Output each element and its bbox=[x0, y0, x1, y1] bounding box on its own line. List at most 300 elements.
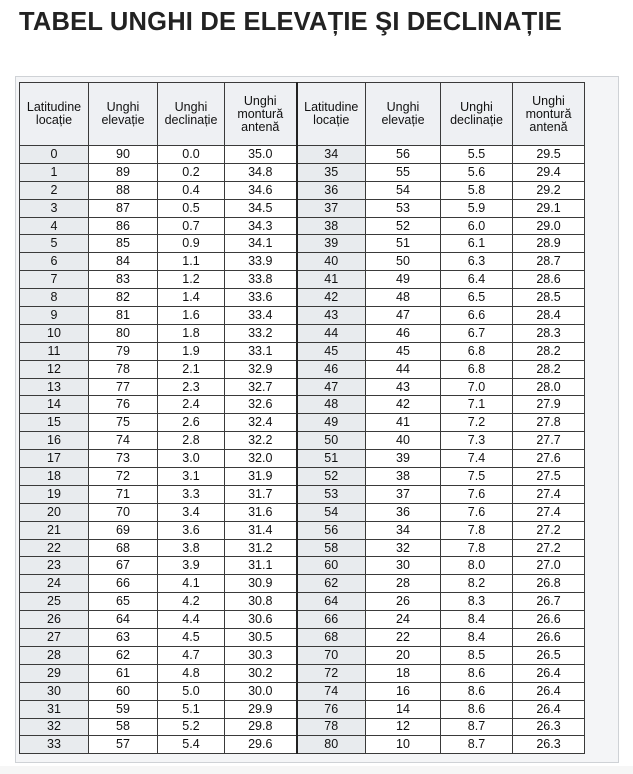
cell-mount-angle-left: 32.4 bbox=[225, 414, 297, 432]
cell-mount-angle-left: 30.8 bbox=[225, 593, 297, 611]
cell-declination-right: 7.5 bbox=[441, 468, 513, 486]
cell-latitude-left: 31 bbox=[20, 700, 89, 718]
cell-mount-angle-right: 27.9 bbox=[513, 396, 585, 414]
cell-declination-left: 0.5 bbox=[158, 199, 225, 217]
cell-latitude-left: 29 bbox=[20, 664, 89, 682]
cell-elevation-left: 87 bbox=[89, 199, 158, 217]
cell-latitude-right: 48 bbox=[297, 396, 366, 414]
cell-mount-angle-left: 35.0 bbox=[225, 146, 297, 164]
table-row bbox=[20, 682, 585, 700]
cell-declination-left: 5.0 bbox=[158, 682, 225, 700]
cell-mount-angle-left: 34.3 bbox=[225, 217, 297, 235]
cell-declination-right: 5.8 bbox=[441, 181, 513, 199]
header-declination-left: Unghi declinație bbox=[158, 83, 225, 146]
cell-declination-right: 5.5 bbox=[441, 146, 513, 164]
cell-declination-left: 0.0 bbox=[158, 146, 225, 164]
cell-latitude-right: 47 bbox=[297, 378, 366, 396]
cell-latitude-left: 27 bbox=[20, 629, 89, 647]
header-elevation-left: Unghi elevație bbox=[89, 83, 158, 146]
cell-mount-angle-right: 28.3 bbox=[513, 324, 585, 342]
cell-latitude-left: 24 bbox=[20, 575, 89, 593]
table-row bbox=[20, 146, 585, 164]
table-row bbox=[20, 378, 585, 396]
cell-declination-right: 6.7 bbox=[441, 324, 513, 342]
cell-declination-right: 8.4 bbox=[441, 629, 513, 647]
cell-declination-left: 0.4 bbox=[158, 181, 225, 199]
cell-latitude-right: 46 bbox=[297, 360, 366, 378]
cell-mount-angle-left: 29.6 bbox=[225, 736, 297, 754]
cell-latitude-right: 66 bbox=[297, 611, 366, 629]
header-elevation-right: Unghi elevație bbox=[366, 83, 441, 146]
cell-mount-angle-left: 30.5 bbox=[225, 629, 297, 647]
cell-declination-right: 8.7 bbox=[441, 718, 513, 736]
cell-declination-left: 3.8 bbox=[158, 539, 225, 557]
cell-mount-angle-right: 28.4 bbox=[513, 307, 585, 325]
cell-latitude-right: 43 bbox=[297, 307, 366, 325]
table-row bbox=[20, 557, 585, 575]
cell-elevation-left: 79 bbox=[89, 342, 158, 360]
header-latitude-left: Latitudine locație bbox=[20, 83, 89, 146]
cell-mount-angle-right: 28.2 bbox=[513, 342, 585, 360]
cell-latitude-right: 56 bbox=[297, 521, 366, 539]
cell-mount-angle-right: 27.2 bbox=[513, 539, 585, 557]
cell-elevation-left: 74 bbox=[89, 432, 158, 450]
cell-elevation-right: 53 bbox=[366, 199, 441, 217]
cell-mount-angle-right: 29.0 bbox=[513, 217, 585, 235]
cell-mount-angle-left: 29.9 bbox=[225, 700, 297, 718]
cell-latitude-right: 68 bbox=[297, 629, 366, 647]
cell-latitude-left: 16 bbox=[20, 432, 89, 450]
cell-mount-angle-left: 33.9 bbox=[225, 253, 297, 271]
cell-latitude-right: 45 bbox=[297, 342, 366, 360]
cell-elevation-right: 47 bbox=[366, 307, 441, 325]
cell-declination-left: 3.1 bbox=[158, 468, 225, 486]
cell-latitude-left: 3 bbox=[20, 199, 89, 217]
cell-elevation-right: 20 bbox=[366, 646, 441, 664]
cell-elevation-right: 18 bbox=[366, 664, 441, 682]
cell-latitude-left: 2 bbox=[20, 181, 89, 199]
header-latitude-right: Latitudine locație bbox=[297, 83, 366, 146]
cell-declination-left: 2.8 bbox=[158, 432, 225, 450]
cell-elevation-left: 85 bbox=[89, 235, 158, 253]
cell-declination-right: 5.6 bbox=[441, 163, 513, 181]
cell-latitude-right: 80 bbox=[297, 736, 366, 754]
cell-latitude-right: 34 bbox=[297, 146, 366, 164]
table-row bbox=[20, 396, 585, 414]
cell-mount-angle-left: 31.4 bbox=[225, 521, 297, 539]
cell-declination-left: 5.2 bbox=[158, 718, 225, 736]
cell-mount-angle-right: 27.8 bbox=[513, 414, 585, 432]
cell-latitude-left: 10 bbox=[20, 324, 89, 342]
cell-declination-right: 8.2 bbox=[441, 575, 513, 593]
cell-declination-left: 2.4 bbox=[158, 396, 225, 414]
cell-latitude-right: 76 bbox=[297, 700, 366, 718]
cell-elevation-left: 88 bbox=[89, 181, 158, 199]
cell-mount-angle-right: 29.4 bbox=[513, 163, 585, 181]
table-row bbox=[20, 235, 585, 253]
cell-latitude-left: 23 bbox=[20, 557, 89, 575]
table-row bbox=[20, 593, 585, 611]
cell-elevation-right: 30 bbox=[366, 557, 441, 575]
cell-mount-angle-left: 34.8 bbox=[225, 163, 297, 181]
table-row bbox=[20, 217, 585, 235]
cell-mount-angle-right: 27.4 bbox=[513, 503, 585, 521]
cell-elevation-left: 90 bbox=[89, 146, 158, 164]
cell-declination-right: 6.8 bbox=[441, 342, 513, 360]
table-row bbox=[20, 253, 585, 271]
cell-declination-right: 8.6 bbox=[441, 664, 513, 682]
cell-declination-left: 1.4 bbox=[158, 289, 225, 307]
cell-mount-angle-right: 26.3 bbox=[513, 718, 585, 736]
cell-elevation-right: 50 bbox=[366, 253, 441, 271]
cell-mount-angle-left: 30.0 bbox=[225, 682, 297, 700]
cell-latitude-right: 35 bbox=[297, 163, 366, 181]
cell-latitude-right: 41 bbox=[297, 271, 366, 289]
cell-declination-left: 5.1 bbox=[158, 700, 225, 718]
cell-mount-angle-left: 30.3 bbox=[225, 646, 297, 664]
cell-mount-angle-right: 27.4 bbox=[513, 485, 585, 503]
cell-elevation-right: 46 bbox=[366, 324, 441, 342]
cell-declination-left: 1.6 bbox=[158, 307, 225, 325]
cell-elevation-right: 37 bbox=[366, 485, 441, 503]
cell-latitude-right: 58 bbox=[297, 539, 366, 557]
cell-declination-left: 4.1 bbox=[158, 575, 225, 593]
cell-declination-left: 2.3 bbox=[158, 378, 225, 396]
cell-mount-angle-left: 29.8 bbox=[225, 718, 297, 736]
table-row bbox=[20, 539, 585, 557]
cell-mount-angle-left: 31.9 bbox=[225, 468, 297, 486]
cell-mount-angle-left: 33.1 bbox=[225, 342, 297, 360]
cell-mount-angle-right: 26.5 bbox=[513, 646, 585, 664]
cell-mount-angle-left: 33.6 bbox=[225, 289, 297, 307]
cell-declination-right: 8.3 bbox=[441, 593, 513, 611]
cell-mount-angle-right: 26.7 bbox=[513, 593, 585, 611]
table-row bbox=[20, 575, 585, 593]
table-row bbox=[20, 307, 585, 325]
elevation-declination-table bbox=[19, 82, 585, 754]
cell-latitude-left: 18 bbox=[20, 468, 89, 486]
cell-declination-left: 4.2 bbox=[158, 593, 225, 611]
cell-latitude-left: 19 bbox=[20, 485, 89, 503]
cell-elevation-right: 10 bbox=[366, 736, 441, 754]
cell-declination-right: 8.5 bbox=[441, 646, 513, 664]
cell-latitude-left: 7 bbox=[20, 271, 89, 289]
table-row bbox=[20, 450, 585, 468]
cell-latitude-left: 11 bbox=[20, 342, 89, 360]
cell-mount-angle-right: 27.7 bbox=[513, 432, 585, 450]
table-row bbox=[20, 718, 585, 736]
cell-latitude-left: 26 bbox=[20, 611, 89, 629]
cell-declination-right: 6.0 bbox=[441, 217, 513, 235]
cell-declination-left: 4.8 bbox=[158, 664, 225, 682]
cell-declination-right: 6.1 bbox=[441, 235, 513, 253]
table-row bbox=[20, 163, 585, 181]
cell-declination-left: 0.2 bbox=[158, 163, 225, 181]
cell-mount-angle-left: 30.6 bbox=[225, 611, 297, 629]
cell-declination-left: 0.7 bbox=[158, 217, 225, 235]
table-row bbox=[20, 342, 585, 360]
table-row bbox=[20, 700, 585, 718]
cell-elevation-right: 26 bbox=[366, 593, 441, 611]
cell-elevation-right: 42 bbox=[366, 396, 441, 414]
cell-elevation-left: 89 bbox=[89, 163, 158, 181]
cell-mount-angle-right: 27.0 bbox=[513, 557, 585, 575]
cell-declination-right: 7.1 bbox=[441, 396, 513, 414]
cell-declination-left: 5.4 bbox=[158, 736, 225, 754]
cell-declination-left: 1.9 bbox=[158, 342, 225, 360]
cell-elevation-right: 43 bbox=[366, 378, 441, 396]
cell-elevation-left: 81 bbox=[89, 307, 158, 325]
cell-mount-angle-left: 34.5 bbox=[225, 199, 297, 217]
cell-mount-angle-right: 29.1 bbox=[513, 199, 585, 217]
cell-latitude-right: 38 bbox=[297, 217, 366, 235]
cell-latitude-right: 37 bbox=[297, 199, 366, 217]
cell-latitude-left: 5 bbox=[20, 235, 89, 253]
cell-mount-angle-right: 26.6 bbox=[513, 611, 585, 629]
cell-declination-right: 6.5 bbox=[441, 289, 513, 307]
cell-latitude-right: 60 bbox=[297, 557, 366, 575]
cell-elevation-left: 67 bbox=[89, 557, 158, 575]
table-row bbox=[20, 521, 585, 539]
cell-mount-angle-right: 28.2 bbox=[513, 360, 585, 378]
cell-declination-right: 5.9 bbox=[441, 199, 513, 217]
cell-latitude-left: 17 bbox=[20, 450, 89, 468]
cell-mount-angle-left: 32.0 bbox=[225, 450, 297, 468]
table-row bbox=[20, 414, 585, 432]
cell-latitude-right: 44 bbox=[297, 324, 366, 342]
cell-elevation-left: 86 bbox=[89, 217, 158, 235]
table-row bbox=[20, 468, 585, 486]
cell-elevation-left: 78 bbox=[89, 360, 158, 378]
cell-mount-angle-right: 26.6 bbox=[513, 629, 585, 647]
table-header-row bbox=[20, 83, 585, 146]
cell-elevation-right: 40 bbox=[366, 432, 441, 450]
cell-declination-left: 4.4 bbox=[158, 611, 225, 629]
cell-declination-right: 7.6 bbox=[441, 503, 513, 521]
cell-mount-angle-right: 26.4 bbox=[513, 664, 585, 682]
cell-latitude-left: 6 bbox=[20, 253, 89, 271]
cell-mount-angle-left: 33.8 bbox=[225, 271, 297, 289]
cell-mount-angle-left: 34.6 bbox=[225, 181, 297, 199]
header-mount-angle-left: Unghi montură antenă bbox=[225, 83, 297, 146]
cell-elevation-right: 39 bbox=[366, 450, 441, 468]
cell-latitude-right: 78 bbox=[297, 718, 366, 736]
cell-elevation-left: 75 bbox=[89, 414, 158, 432]
cell-latitude-left: 9 bbox=[20, 307, 89, 325]
cell-elevation-left: 63 bbox=[89, 629, 158, 647]
cell-latitude-left: 22 bbox=[20, 539, 89, 557]
cell-latitude-right: 53 bbox=[297, 485, 366, 503]
table-row bbox=[20, 199, 585, 217]
page-bottom-edge bbox=[0, 766, 633, 774]
cell-mount-angle-right: 28.0 bbox=[513, 378, 585, 396]
table-row bbox=[20, 736, 585, 754]
cell-elevation-left: 65 bbox=[89, 593, 158, 611]
cell-mount-angle-right: 29.5 bbox=[513, 146, 585, 164]
cell-elevation-right: 16 bbox=[366, 682, 441, 700]
cell-declination-left: 2.6 bbox=[158, 414, 225, 432]
cell-declination-right: 6.8 bbox=[441, 360, 513, 378]
cell-elevation-right: 24 bbox=[366, 611, 441, 629]
table-row bbox=[20, 629, 585, 647]
cell-mount-angle-left: 33.2 bbox=[225, 324, 297, 342]
cell-latitude-left: 21 bbox=[20, 521, 89, 539]
cell-elevation-right: 34 bbox=[366, 521, 441, 539]
cell-mount-angle-right: 28.7 bbox=[513, 253, 585, 271]
cell-declination-right: 7.8 bbox=[441, 539, 513, 557]
cell-elevation-left: 57 bbox=[89, 736, 158, 754]
cell-elevation-right: 49 bbox=[366, 271, 441, 289]
table-row bbox=[20, 611, 585, 629]
cell-declination-right: 6.4 bbox=[441, 271, 513, 289]
cell-declination-right: 7.3 bbox=[441, 432, 513, 450]
cell-elevation-left: 58 bbox=[89, 718, 158, 736]
cell-elevation-right: 14 bbox=[366, 700, 441, 718]
cell-elevation-right: 54 bbox=[366, 181, 441, 199]
cell-declination-left: 0.9 bbox=[158, 235, 225, 253]
cell-mount-angle-right: 27.6 bbox=[513, 450, 585, 468]
cell-declination-left: 3.6 bbox=[158, 521, 225, 539]
cell-mount-angle-left: 32.9 bbox=[225, 360, 297, 378]
table-row bbox=[20, 289, 585, 307]
cell-elevation-left: 72 bbox=[89, 468, 158, 486]
cell-latitude-right: 36 bbox=[297, 181, 366, 199]
header-mount-angle-right: Unghi montură antenă bbox=[513, 83, 585, 146]
cell-declination-left: 1.1 bbox=[158, 253, 225, 271]
cell-mount-angle-right: 27.5 bbox=[513, 468, 585, 486]
cell-latitude-left: 25 bbox=[20, 593, 89, 611]
cell-mount-angle-right: 28.9 bbox=[513, 235, 585, 253]
cell-elevation-right: 44 bbox=[366, 360, 441, 378]
cell-mount-angle-left: 30.2 bbox=[225, 664, 297, 682]
cell-elevation-right: 55 bbox=[366, 163, 441, 181]
cell-declination-right: 6.6 bbox=[441, 307, 513, 325]
cell-declination-left: 1.2 bbox=[158, 271, 225, 289]
table-row bbox=[20, 485, 585, 503]
cell-elevation-left: 83 bbox=[89, 271, 158, 289]
cell-mount-angle-right: 26.4 bbox=[513, 682, 585, 700]
cell-elevation-left: 62 bbox=[89, 646, 158, 664]
cell-declination-right: 6.3 bbox=[441, 253, 513, 271]
cell-latitude-left: 14 bbox=[20, 396, 89, 414]
cell-latitude-right: 40 bbox=[297, 253, 366, 271]
cell-elevation-right: 48 bbox=[366, 289, 441, 307]
table-row bbox=[20, 271, 585, 289]
cell-elevation-left: 68 bbox=[89, 539, 158, 557]
cell-elevation-right: 41 bbox=[366, 414, 441, 432]
cell-elevation-right: 56 bbox=[366, 146, 441, 164]
cell-latitude-right: 62 bbox=[297, 575, 366, 593]
cell-elevation-left: 82 bbox=[89, 289, 158, 307]
table-row bbox=[20, 360, 585, 378]
cell-mount-angle-right: 27.2 bbox=[513, 521, 585, 539]
cell-mount-angle-left: 31.7 bbox=[225, 485, 297, 503]
cell-mount-angle-right: 29.2 bbox=[513, 181, 585, 199]
cell-latitude-left: 8 bbox=[20, 289, 89, 307]
cell-elevation-right: 51 bbox=[366, 235, 441, 253]
cell-elevation-right: 12 bbox=[366, 718, 441, 736]
cell-elevation-right: 32 bbox=[366, 539, 441, 557]
cell-declination-left: 3.9 bbox=[158, 557, 225, 575]
table-row bbox=[20, 181, 585, 199]
cell-elevation-right: 36 bbox=[366, 503, 441, 521]
cell-declination-right: 7.6 bbox=[441, 485, 513, 503]
table-row bbox=[20, 503, 585, 521]
cell-elevation-left: 64 bbox=[89, 611, 158, 629]
cell-latitude-left: 30 bbox=[20, 682, 89, 700]
cell-elevation-right: 38 bbox=[366, 468, 441, 486]
cell-declination-left: 4.7 bbox=[158, 646, 225, 664]
cell-latitude-right: 54 bbox=[297, 503, 366, 521]
cell-mount-angle-left: 34.1 bbox=[225, 235, 297, 253]
cell-elevation-right: 28 bbox=[366, 575, 441, 593]
page-title: TABEL UNGHI DE ELEVAȚIE ŞI DECLINAȚIE bbox=[19, 8, 562, 36]
cell-latitude-left: 32 bbox=[20, 718, 89, 736]
cell-latitude-left: 0 bbox=[20, 146, 89, 164]
cell-latitude-left: 15 bbox=[20, 414, 89, 432]
cell-declination-left: 4.5 bbox=[158, 629, 225, 647]
cell-mount-angle-left: 32.2 bbox=[225, 432, 297, 450]
cell-declination-right: 7.8 bbox=[441, 521, 513, 539]
cell-mount-angle-right: 26.8 bbox=[513, 575, 585, 593]
cell-elevation-left: 80 bbox=[89, 324, 158, 342]
cell-latitude-right: 49 bbox=[297, 414, 366, 432]
cell-latitude-right: 42 bbox=[297, 289, 366, 307]
cell-elevation-left: 76 bbox=[89, 396, 158, 414]
table-body bbox=[20, 146, 585, 754]
header-declination-right: Unghi declinație bbox=[441, 83, 513, 146]
cell-mount-angle-right: 28.5 bbox=[513, 289, 585, 307]
cell-declination-right: 8.7 bbox=[441, 736, 513, 754]
cell-elevation-left: 71 bbox=[89, 485, 158, 503]
table-row bbox=[20, 324, 585, 342]
cell-declination-right: 8.6 bbox=[441, 700, 513, 718]
cell-latitude-left: 20 bbox=[20, 503, 89, 521]
cell-declination-right: 7.0 bbox=[441, 378, 513, 396]
cell-latitude-left: 12 bbox=[20, 360, 89, 378]
cell-elevation-left: 70 bbox=[89, 503, 158, 521]
cell-elevation-left: 61 bbox=[89, 664, 158, 682]
cell-elevation-left: 77 bbox=[89, 378, 158, 396]
cell-latitude-right: 39 bbox=[297, 235, 366, 253]
cell-latitude-right: 64 bbox=[297, 593, 366, 611]
cell-declination-right: 8.6 bbox=[441, 682, 513, 700]
cell-mount-angle-left: 31.6 bbox=[225, 503, 297, 521]
cell-latitude-right: 72 bbox=[297, 664, 366, 682]
cell-declination-left: 3.4 bbox=[158, 503, 225, 521]
cell-latitude-left: 33 bbox=[20, 736, 89, 754]
cell-mount-angle-left: 30.9 bbox=[225, 575, 297, 593]
cell-declination-left: 3.0 bbox=[158, 450, 225, 468]
cell-latitude-left: 28 bbox=[20, 646, 89, 664]
cell-elevation-left: 84 bbox=[89, 253, 158, 271]
cell-declination-right: 8.0 bbox=[441, 557, 513, 575]
cell-latitude-right: 51 bbox=[297, 450, 366, 468]
cell-mount-angle-left: 32.6 bbox=[225, 396, 297, 414]
table-row bbox=[20, 432, 585, 450]
cell-declination-right: 8.4 bbox=[441, 611, 513, 629]
cell-mount-angle-left: 32.7 bbox=[225, 378, 297, 396]
cell-latitude-right: 52 bbox=[297, 468, 366, 486]
cell-latitude-left: 4 bbox=[20, 217, 89, 235]
cell-elevation-right: 22 bbox=[366, 629, 441, 647]
cell-mount-angle-left: 33.4 bbox=[225, 307, 297, 325]
cell-latitude-right: 74 bbox=[297, 682, 366, 700]
cell-mount-angle-left: 31.2 bbox=[225, 539, 297, 557]
cell-declination-left: 2.1 bbox=[158, 360, 225, 378]
cell-declination-right: 7.4 bbox=[441, 450, 513, 468]
cell-latitude-right: 50 bbox=[297, 432, 366, 450]
